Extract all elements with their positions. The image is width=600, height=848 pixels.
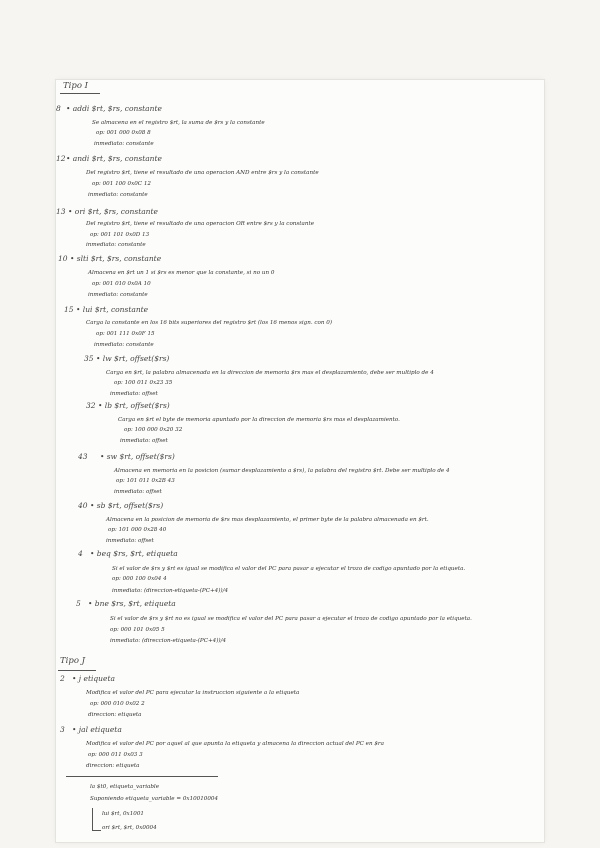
instruction-opcode: op: 101 000 0x28 40 bbox=[108, 527, 167, 533]
instruction-number: 43 bbox=[78, 452, 88, 461]
assumption-note: Suponiendo etiqueta_variable = 0x10010004 bbox=[90, 796, 219, 802]
instruction-description: Del registro $rt, tiene el resultado de una operacion OR entre $rs y la constante bbox=[86, 221, 315, 227]
instruction-opcode: op: 000 011 0x03 3 bbox=[88, 752, 143, 758]
instruction-opcode: op: 100 000 0x20 32 bbox=[124, 427, 183, 433]
instruction-description: Si el valor de $rs y $rt es igual se modifica el valor del PC para pasar a ejecutar el trozo de codigo apuntado por la etiqueta. bbox=[112, 566, 466, 572]
instruction-immediate: inmediato: constante bbox=[94, 342, 154, 348]
instruction-number: 40 bbox=[78, 501, 88, 510]
instruction-syntax-lui: • lui $rt, constante bbox=[76, 305, 149, 314]
instruction-description: Si el valor de $rs y $rt no es igual se modifica el valor del PC para pasar a ejecutar el trozo de codigo apuntado por la etiqueta. bbox=[110, 616, 472, 622]
instruction-number: 2 bbox=[60, 674, 65, 683]
instruction-opcode: op: 100 011 0x23 35 bbox=[114, 380, 173, 386]
instruction-number: 13 bbox=[56, 207, 66, 216]
instruction-immediate: inmediato: offset bbox=[114, 489, 162, 495]
instruction-number: 35 bbox=[84, 354, 94, 363]
instruction-opcode: op: 001 101 0x0D 13 bbox=[90, 232, 150, 238]
instruction-syntax-lb: • lb $rt, offset($rs) bbox=[98, 401, 170, 410]
instruction-description: Almacena en memoria en la posicion (sumar desplazamiento a $rs), la palabra del registro $rt. Debe ser multiplo de 4 bbox=[114, 468, 450, 474]
instruction-number: 8 bbox=[56, 104, 61, 113]
instruction-syntax-addi: • addi $rt, $rs, constante bbox=[66, 104, 162, 113]
instruction-number: 32 bbox=[86, 401, 96, 410]
instruction-immediate: inmediato: (direccion-etiqueta-(PC+4))/4 bbox=[110, 638, 227, 644]
instruction-description: Modifica el valor del PC para ejecutar la instruccion siguiente a la etiqueta bbox=[86, 690, 300, 696]
instruction-description: Carga en $rt, la palabra almacenada en la direccion de memoria $rs mas el desplazamiento, debe ser multiplo de 4 bbox=[106, 370, 434, 376]
expansion-bracket bbox=[92, 808, 101, 831]
footer-divider bbox=[66, 776, 218, 777]
instruction-immediate: inmediato: offset bbox=[106, 538, 154, 544]
instruction-opcode: op: 001 010 0x0A 10 bbox=[92, 281, 151, 287]
instruction-description: Del registro $rt, tiene el resultado de una operacion AND entre $rs y la constante bbox=[86, 170, 319, 176]
instruction-description: Carga la constante en los 16 bits superiores del registro $rt (los 16 menos sign. con 0) bbox=[86, 320, 333, 326]
notebook-page bbox=[56, 80, 544, 842]
instruction-number: 3 bbox=[60, 725, 65, 734]
instruction-address: direccion: etiqueta bbox=[88, 712, 142, 718]
instruction-address: direccion: etiqueta bbox=[86, 763, 140, 769]
instruction-immediate: inmediato: offset bbox=[120, 438, 168, 444]
pseudo-instruction: la $t0, etiqueta_variable bbox=[90, 784, 160, 790]
section-title-tipo-i: Tipo I bbox=[63, 81, 89, 91]
instruction-opcode: op: 101 011 0x2B 43 bbox=[116, 478, 175, 484]
instruction-syntax-sb: • sb $rt, offset($rs) bbox=[90, 501, 164, 510]
instruction-opcode: op: 001 111 0x0F 15 bbox=[96, 331, 155, 337]
instruction-immediate: inmediato: constante bbox=[94, 141, 154, 147]
instruction-syntax-slti: • slti $rt, $rs, constante bbox=[70, 254, 162, 263]
instruction-number: 15 bbox=[64, 305, 74, 314]
instruction-syntax-andi: • andi $rt, $rs, constante bbox=[66, 154, 162, 163]
section-underline bbox=[60, 93, 100, 94]
instruction-syntax-beq: • beq $rs, $rt, etiqueta bbox=[90, 549, 178, 558]
instruction-description: Se almacena en el registro $rt, la suma de $rs y la constante bbox=[92, 120, 265, 126]
instruction-number: 12 bbox=[56, 154, 66, 163]
instruction-number: 4 bbox=[78, 549, 83, 558]
instruction-immediate: inmediato: offset bbox=[110, 391, 158, 397]
expansion-line-lui: lui $rt, 0x1001 bbox=[102, 811, 144, 817]
instruction-syntax-sw: • sw $rt, offset($rs) bbox=[100, 452, 175, 461]
instruction-opcode: op: 000 100 0x04 4 bbox=[112, 576, 167, 582]
instruction-description: Almacena en $rt un 1 si $rs es menor que la constante, si no un 0 bbox=[88, 270, 275, 276]
instruction-immediate: inmediato: constante bbox=[86, 242, 146, 248]
section-title-tipo-j: Tipo J bbox=[60, 656, 86, 666]
instruction-syntax-bne: • bne $rs, $rt, etiqueta bbox=[88, 599, 176, 608]
instruction-opcode: op: 000 101 0x05 5 bbox=[110, 627, 165, 633]
instruction-syntax-jal: • jal etiqueta bbox=[72, 725, 122, 734]
expansion-line-ori: ori $rt, $rt, 0x0004 bbox=[102, 825, 157, 831]
instruction-immediate: inmediato: (direccion-etiqueta-(PC+4))/4 bbox=[112, 588, 229, 594]
instruction-description: Almacena en la posicion de memoria de $rs mas desplazamiento, el primer byte de la palabra almacenada en $rt. bbox=[106, 517, 429, 523]
instruction-description: Modifica el valor del PC por aquel al que apunta la etiqueta y almacena la direccion actual del PC en $ra bbox=[86, 741, 384, 747]
instruction-opcode: op: 001 100 0x0C 12 bbox=[92, 181, 151, 187]
instruction-syntax-j: • j etiqueta bbox=[72, 674, 115, 683]
instruction-syntax-ori: • ori $rt, $rs, constante bbox=[68, 207, 158, 216]
instruction-immediate: inmediato: constante bbox=[88, 192, 148, 198]
instruction-number: 5 bbox=[76, 599, 81, 608]
section-underline bbox=[58, 670, 96, 671]
instruction-number: 10 bbox=[58, 254, 68, 263]
instruction-description: Carga en $rt el byte de memoria apuntado por la direccion de memoria $rs mas el desplazamiento. bbox=[118, 417, 400, 423]
instruction-syntax-lw: • lw $rt, offset($rs) bbox=[96, 354, 170, 363]
instruction-immediate: inmediato: constante bbox=[88, 292, 148, 298]
instruction-opcode: op: 000 010 0x02 2 bbox=[90, 701, 145, 707]
instruction-opcode: op: 001 000 0x08 8 bbox=[96, 130, 151, 136]
